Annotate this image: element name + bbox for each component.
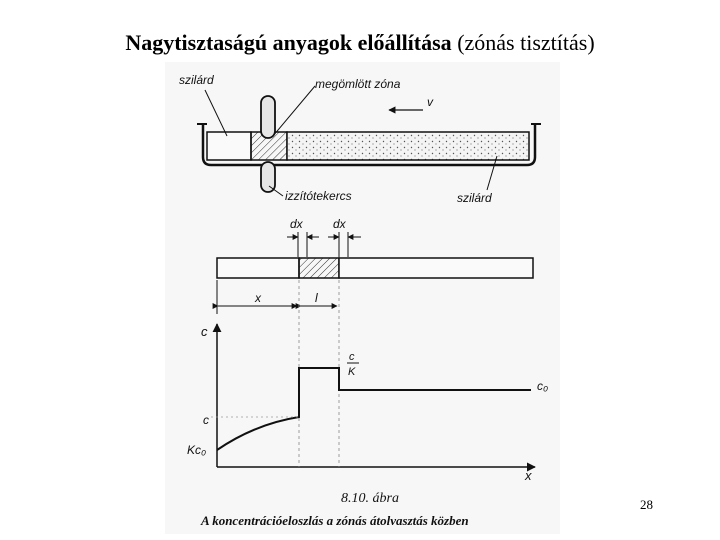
label-molten-zone: megömlött zóna bbox=[315, 77, 401, 91]
label-solid-right: szilárd bbox=[457, 191, 492, 205]
heating-coil-bottom bbox=[261, 162, 275, 192]
zone-refining-figure bbox=[165, 62, 560, 534]
figure-number: 8.10. ábra bbox=[341, 491, 399, 506]
zone-bar-solid-left bbox=[217, 258, 299, 278]
label-solid-left: szilárd bbox=[179, 73, 214, 87]
label-c-axis: c bbox=[201, 324, 208, 339]
label-kc0: Kc₀ bbox=[187, 443, 207, 457]
label-x-axis: x bbox=[525, 468, 532, 483]
label-c-left: c bbox=[203, 413, 209, 427]
label-heating-coil: izzítótekercs bbox=[285, 189, 352, 203]
slide-title bbox=[0, 30, 720, 56]
label-c-over-k-numerator: c bbox=[349, 351, 355, 363]
heating-coil-top bbox=[261, 96, 275, 138]
page-number: 28 bbox=[640, 497, 653, 512]
label-c-over-k-denominator: K bbox=[348, 366, 356, 378]
zone-bar-solid-right bbox=[339, 258, 533, 278]
label-dx-right: dx bbox=[333, 217, 346, 231]
label-dx-left: dx bbox=[290, 217, 303, 231]
ingot-solid-right bbox=[287, 132, 529, 160]
slide-title-main: Nagytisztaságú anyagok előállítása bbox=[125, 30, 452, 55]
slide-title-suffix: (zónás tisztítás) bbox=[451, 30, 595, 55]
label-x-segment: x bbox=[255, 291, 261, 305]
figure-caption: A koncentrációeloszlás a zónás átolvasztás közben bbox=[201, 513, 469, 528]
label-velocity: v bbox=[427, 95, 433, 109]
zone-bar-molten bbox=[299, 258, 339, 278]
label-l-segment: l bbox=[315, 291, 318, 305]
ingot-solid-left bbox=[207, 132, 251, 160]
label-c0: c₀ bbox=[537, 379, 549, 393]
